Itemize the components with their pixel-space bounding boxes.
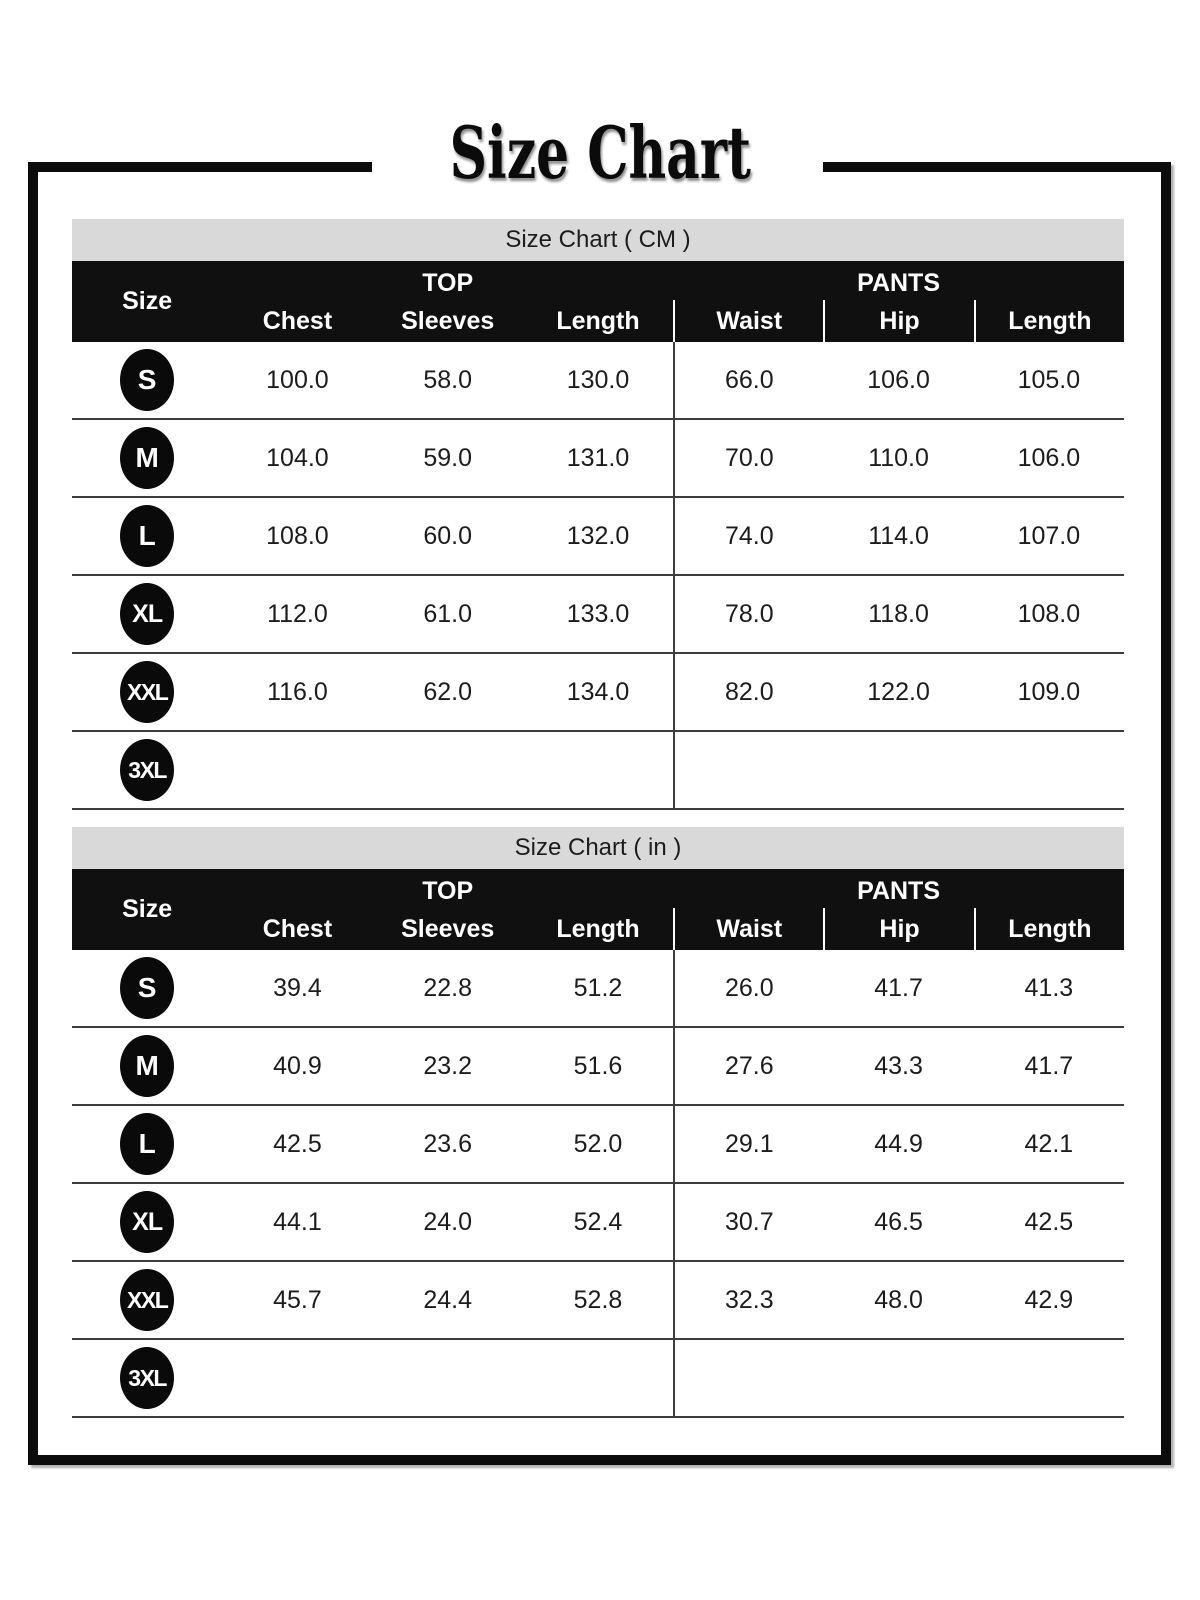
- size-cell: [72, 732, 222, 808]
- measurement-cell: 106.0: [1017, 443, 1081, 472]
- measurement-cell: 51.6: [573, 1051, 623, 1080]
- measurement-cell: 43.3: [874, 1051, 923, 1080]
- measurement-cell: 107.0: [1017, 521, 1081, 550]
- measurement-cell: 105.0: [1017, 365, 1081, 394]
- size-badge: XXL: [120, 661, 174, 723]
- measurement-cell: 116.0: [267, 677, 328, 706]
- size-cell: [72, 576, 222, 652]
- size-table-cm: [72, 219, 1124, 810]
- measurement-cell: 59.0: [423, 443, 473, 472]
- measurement-cell: 42.5: [1024, 1207, 1074, 1236]
- size-cell: [72, 498, 222, 574]
- measurement-cell: 45.7: [273, 1285, 322, 1314]
- measurement-cell: 130.0: [566, 365, 630, 394]
- measurement-cell: 40.9: [273, 1051, 322, 1080]
- size-cell: [72, 420, 222, 496]
- column-header-size: Size: [122, 287, 173, 315]
- size-cell: [72, 654, 222, 730]
- measurement-cell: 41.7: [874, 973, 923, 1002]
- table-row: [72, 1106, 1124, 1184]
- size-badge: 3XL: [120, 739, 174, 801]
- size-cell: [72, 1262, 222, 1338]
- measurement-cell: [373, 732, 523, 808]
- measurement-cell: [673, 732, 823, 808]
- measurement-cell: 29.1: [673, 1106, 823, 1182]
- measurement-cell: 109.0: [1017, 677, 1081, 706]
- measurement-cell: 26.0: [673, 950, 823, 1026]
- column-header-waist: Waist: [673, 908, 823, 950]
- table-header: [72, 261, 1124, 342]
- measurement-cell: 60.0: [423, 521, 473, 550]
- measurement-cell: 132.0: [566, 521, 630, 550]
- measurement-cell: 44.9: [874, 1129, 923, 1158]
- size-cell: [72, 342, 222, 418]
- size-badge: L: [120, 1113, 174, 1175]
- measurement-cell: 42.5: [273, 1129, 322, 1158]
- table-row: [72, 654, 1124, 732]
- column-header-hip: Hip: [823, 908, 973, 950]
- size-cell: [72, 1184, 222, 1260]
- column-group-top: TOP: [422, 877, 474, 905]
- size-cell: [72, 950, 222, 1026]
- measurement-cell: 52.4: [573, 1207, 623, 1236]
- size-cell: [72, 1340, 222, 1416]
- measurement-cell: 131.0: [566, 443, 630, 472]
- size-badge: XL: [120, 583, 174, 645]
- measurement-cell: [222, 732, 372, 808]
- size-badge: M: [120, 427, 174, 489]
- measurement-cell: 66.0: [673, 342, 823, 418]
- measurement-cell: [823, 732, 973, 808]
- measurement-cell: 22.8: [423, 973, 473, 1002]
- measurement-cell: [823, 1340, 973, 1416]
- size-badge: 3XL: [120, 1347, 174, 1409]
- measurement-cell: [373, 1340, 523, 1416]
- table-body: [72, 342, 1124, 810]
- table-row: [72, 420, 1124, 498]
- table-row: [72, 1184, 1124, 1262]
- measurement-cell: 133.0: [566, 599, 630, 628]
- column-group-pants: PANTS: [857, 877, 940, 905]
- measurement-cell: 108.0: [266, 521, 329, 550]
- table-caption: Size Chart ( in ): [72, 827, 1124, 869]
- measurement-cell: 23.6: [423, 1129, 473, 1158]
- measurement-cell: 100.0: [266, 365, 329, 394]
- measurement-cell: 110.0: [868, 443, 929, 472]
- table-caption: Size Chart ( CM ): [72, 219, 1124, 261]
- table-row: [72, 1028, 1124, 1106]
- table-row: [72, 342, 1124, 420]
- size-badge: M: [120, 1035, 174, 1097]
- measurement-cell: 112.0: [267, 599, 328, 628]
- column-header-length: Length: [556, 306, 640, 335]
- measurement-cell: 52.0: [573, 1129, 623, 1158]
- column-group-top: TOP: [422, 269, 474, 297]
- measurement-cell: 78.0: [673, 576, 823, 652]
- table-header: [72, 869, 1124, 950]
- size-badge: S: [120, 957, 174, 1019]
- table-body: [72, 950, 1124, 1418]
- table-row: [72, 498, 1124, 576]
- measurement-cell: 118.0: [868, 599, 929, 628]
- size-badge: S: [120, 349, 174, 411]
- measurement-cell: 41.3: [1024, 973, 1074, 1002]
- measurement-cell: 108.0: [1017, 599, 1081, 628]
- measurement-cell: 82.0: [673, 654, 823, 730]
- measurement-cell: 122.0: [867, 677, 930, 706]
- measurement-cell: 24.4: [423, 1285, 473, 1314]
- column-header-chest: Chest: [262, 306, 333, 335]
- size-badge: L: [120, 505, 174, 567]
- measurement-cell: 30.7: [673, 1184, 823, 1260]
- measurement-cell: [974, 732, 1124, 808]
- measurement-cell: [673, 1340, 823, 1416]
- measurement-cell: 52.8: [573, 1285, 623, 1314]
- column-header-sleeves: Sleeves: [401, 306, 495, 335]
- measurement-cell: 27.6: [673, 1028, 823, 1104]
- measurement-cell: 134.0: [566, 677, 630, 706]
- measurement-cell: 106.0: [867, 365, 930, 394]
- column-header-length: Length: [974, 908, 1124, 950]
- measurement-cell: 44.1: [273, 1207, 322, 1236]
- measurement-cell: 70.0: [673, 420, 823, 496]
- page-title-text: Size Chart: [449, 110, 751, 195]
- column-header-hip: Hip: [823, 300, 973, 342]
- measurement-cell: [523, 732, 673, 808]
- measurement-cell: 114.0: [868, 521, 929, 550]
- measurement-cell: 42.1: [1024, 1129, 1074, 1158]
- measurement-cell: 62.0: [423, 677, 473, 706]
- measurement-cell: 48.0: [874, 1285, 923, 1314]
- size-cell: [72, 1028, 222, 1104]
- measurement-cell: [974, 1340, 1124, 1416]
- size-table-in: [72, 827, 1124, 1418]
- column-header-chest: Chest: [262, 914, 333, 943]
- measurement-cell: 74.0: [673, 498, 823, 574]
- measurement-cell: 46.5: [874, 1207, 923, 1236]
- measurement-cell: 51.2: [573, 973, 623, 1002]
- measurement-cell: 23.2: [423, 1051, 473, 1080]
- measurement-cell: 61.0: [423, 599, 473, 628]
- size-badge: XL: [120, 1191, 174, 1253]
- column-header-length: Length: [974, 300, 1124, 342]
- measurement-cell: 32.3: [673, 1262, 823, 1338]
- measurement-cell: 58.0: [423, 365, 473, 394]
- table-row: [72, 950, 1124, 1028]
- column-header-size: Size: [122, 895, 173, 923]
- size-badge: XXL: [120, 1269, 174, 1331]
- table-row: [72, 732, 1124, 810]
- column-header-sleeves: Sleeves: [401, 914, 495, 943]
- measurement-cell: 24.0: [423, 1207, 473, 1236]
- table-row: [72, 1340, 1124, 1418]
- measurement-cell: 41.7: [1024, 1051, 1074, 1080]
- measurement-cell: 42.9: [1024, 1285, 1074, 1314]
- column-header-waist: Waist: [673, 300, 823, 342]
- measurement-cell: 39.4: [273, 973, 322, 1002]
- measurement-cell: [222, 1340, 372, 1416]
- page-title: [0, 110, 1200, 195]
- column-header-length: Length: [556, 914, 640, 943]
- table-row: [72, 576, 1124, 654]
- size-cell: [72, 1106, 222, 1182]
- column-group-pants: PANTS: [857, 269, 940, 297]
- measurement-cell: 104.0: [266, 443, 329, 472]
- table-row: [72, 1262, 1124, 1340]
- measurement-cell: [523, 1340, 673, 1416]
